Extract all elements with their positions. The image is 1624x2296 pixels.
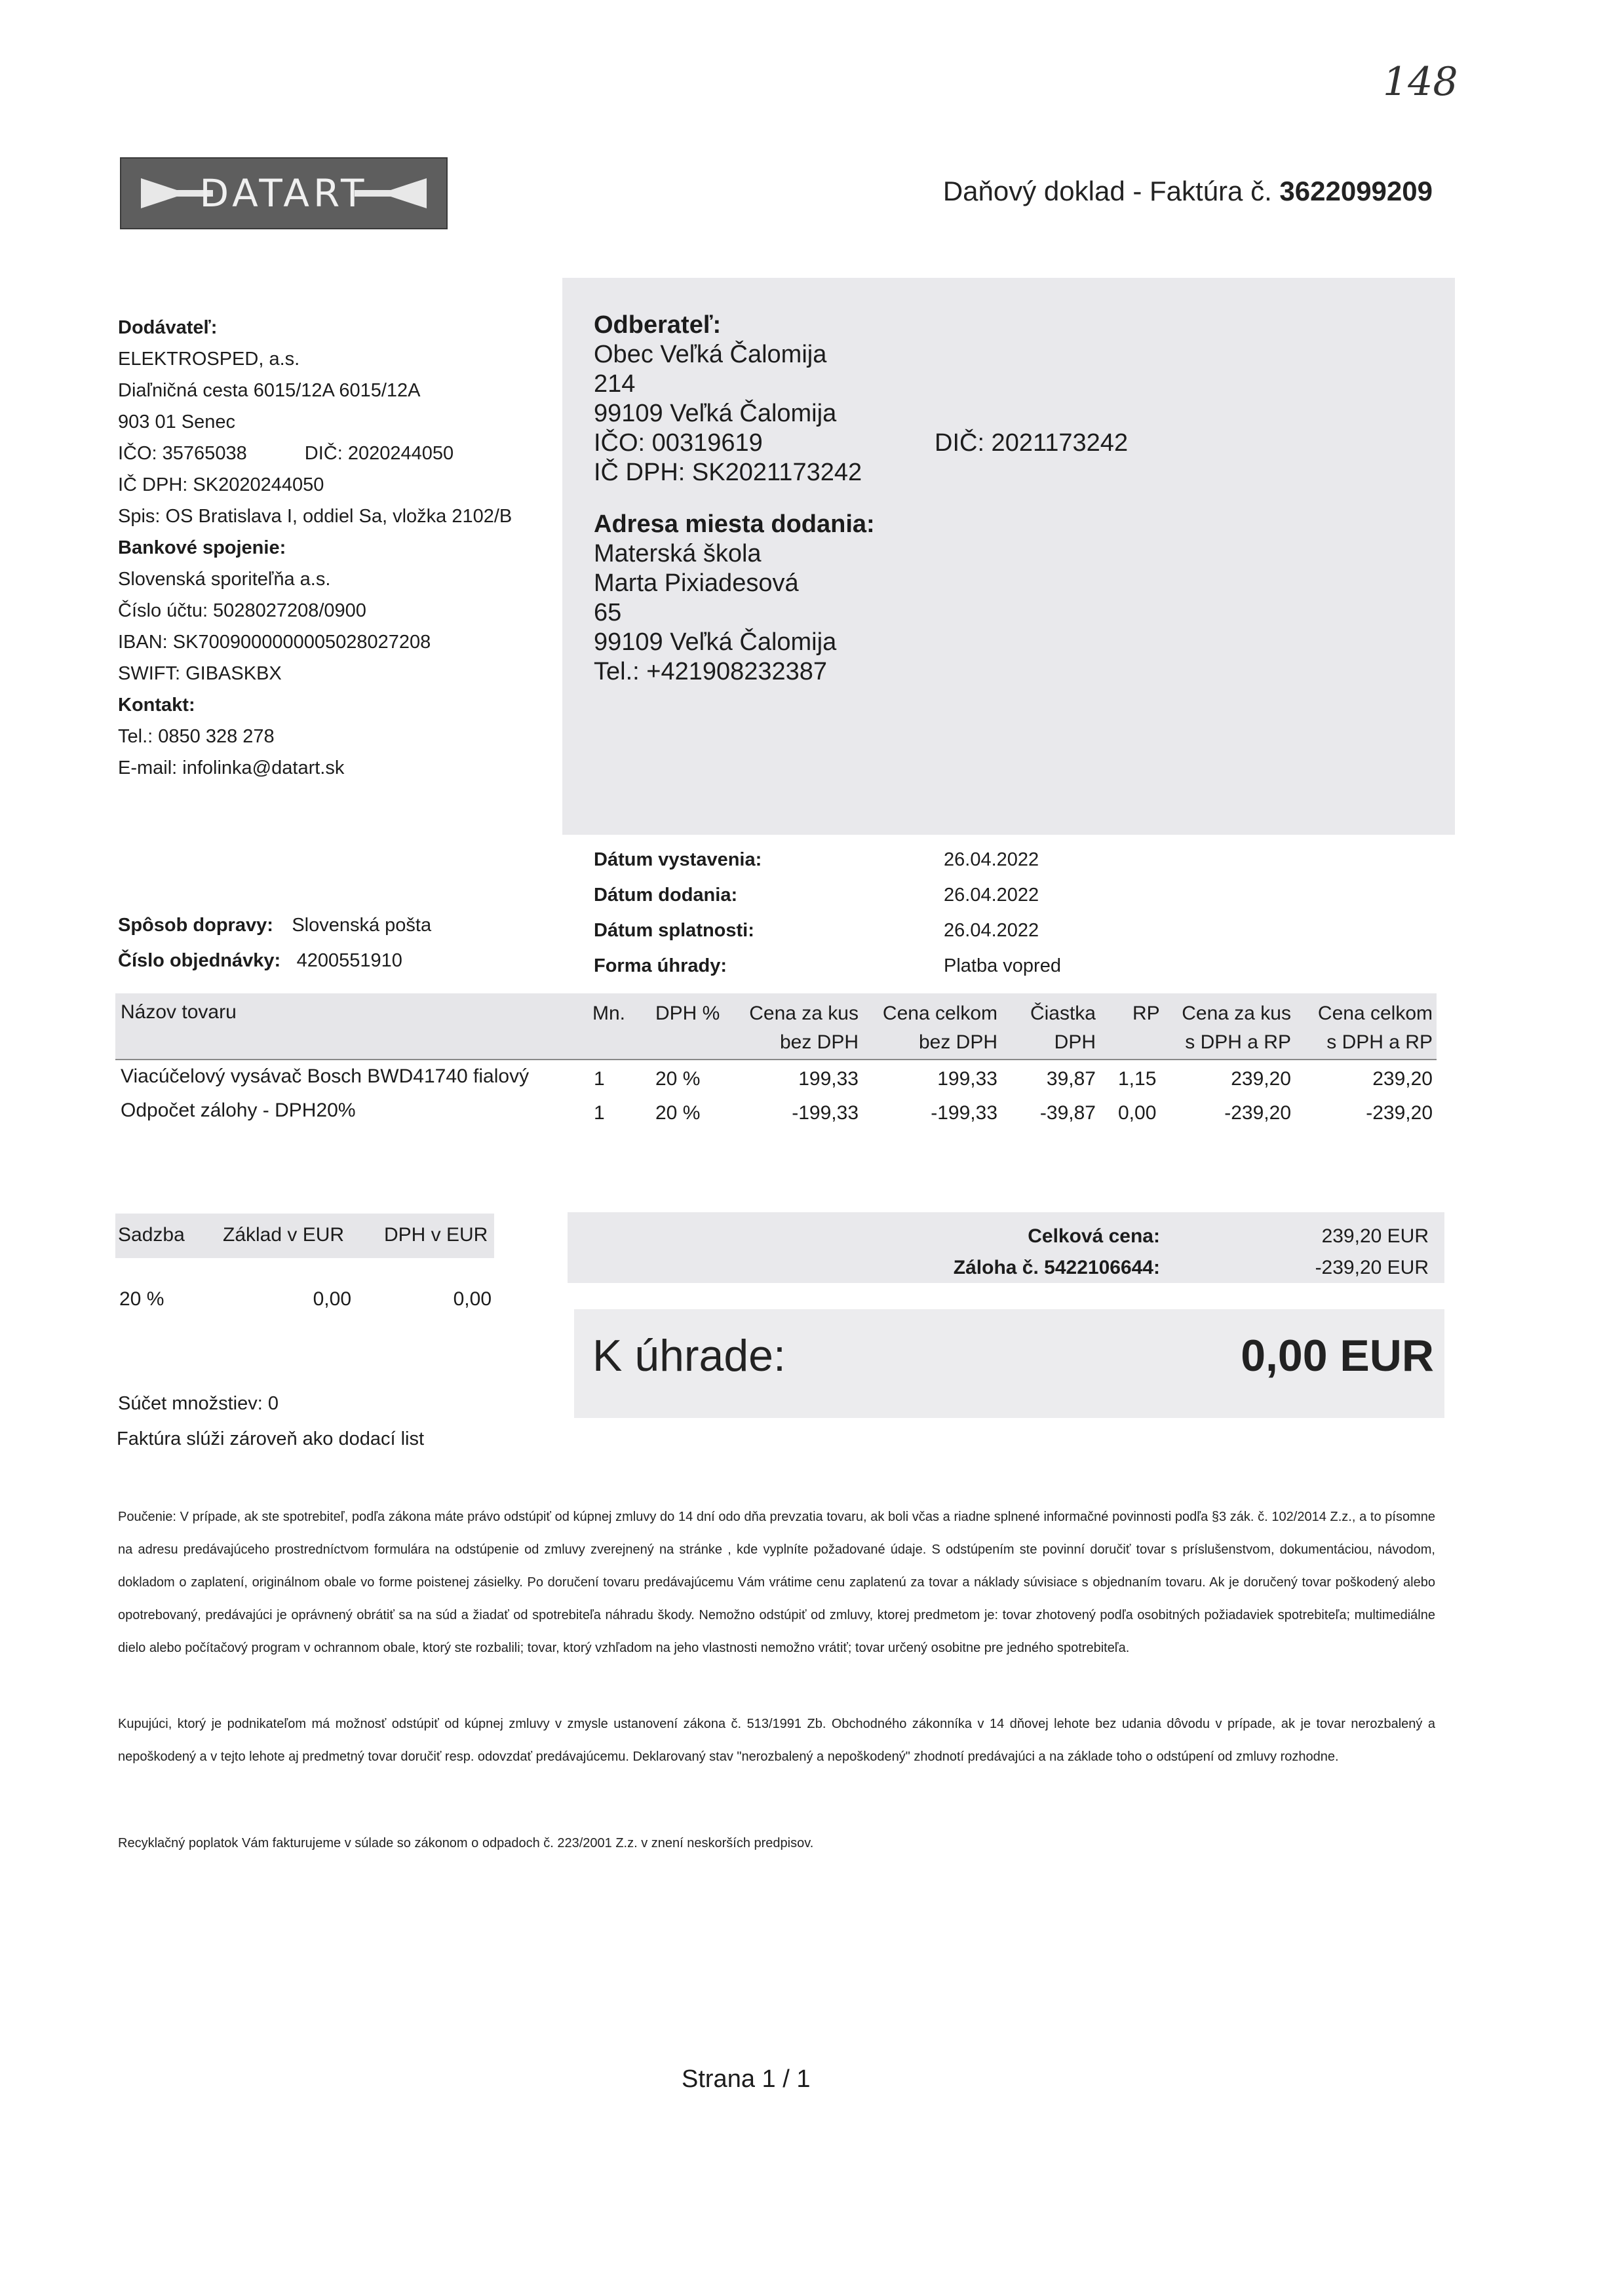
header-rp: RP (1132, 1003, 1160, 1024)
amount-due-label: K úhrade: (592, 1331, 786, 1381)
notice-text: Recyklačný poplatok Vám fakturujeme v súlade so zákonom o odpadoch č. 223/2001 Z.z. v znení neskorších predpisov. (118, 1836, 814, 1850)
date-label: Forma úhrady: (594, 955, 727, 976)
item-amount: 39,87 (1046, 1068, 1096, 1090)
delivery-line: Marta Pixiadesová (594, 569, 799, 597)
item-total: 199,33 (937, 1068, 997, 1090)
delivery-note: Faktúra slúži zároveň ako dodací list (117, 1428, 425, 1449)
supplier-ico: IČO: 35765038 (118, 443, 247, 464)
deposit-label: Záloha č. 5422106644: (953, 1257, 1160, 1278)
date-label: Dátum dodania: (594, 885, 738, 906)
header-unit-l1: Cena za kus (749, 1003, 859, 1024)
item-qty: 1 (594, 1068, 605, 1090)
datart-logo (120, 157, 448, 229)
item-rp: 1,15 (1118, 1068, 1157, 1090)
item-unitvat: -239,20 (1224, 1102, 1291, 1124)
date-label: Dátum splatnosti: (594, 920, 754, 941)
logo-text: DATART (199, 171, 368, 216)
header-unitvat-l1: Cena za kus (1182, 1003, 1291, 1024)
contact-heading: Kontakt: (118, 695, 195, 716)
buyer-line: 99109 Veľká Čalomija (594, 400, 837, 427)
header-totalvat-l1: Cena celkom (1317, 1003, 1433, 1024)
header-amount-l1: Čiastka (1030, 1003, 1096, 1024)
header-vat: DPH % (655, 1003, 720, 1024)
bank-line: Slovenská sporiteľňa a.s. (118, 569, 331, 590)
buyer-heading: Odberateľ: (594, 311, 722, 339)
bank-line: SWIFT: GIBASKBX (118, 663, 282, 684)
vat-row-vat: 0,00 (453, 1288, 492, 1310)
supplier-ids (118, 438, 570, 469)
delivery-line: 65 (594, 599, 622, 626)
supplier-register: Spis: OS Bratislava I, oddiel Sa, vložka 2102/B (118, 506, 512, 527)
item-amount: -39,87 (1039, 1102, 1096, 1124)
order-row (118, 950, 402, 972)
supplier-block (118, 312, 570, 784)
date-value: 26.04.2022 (944, 849, 1039, 870)
quantity-sum-text: Súčet množstiev: 0 (118, 1393, 279, 1414)
buyer-dic: DIČ: 2021173242 (935, 429, 1129, 457)
handwritten-page-note: 148 (1383, 59, 1458, 105)
item-vat: 20 % (655, 1102, 701, 1124)
header-name: Názov tovaru (121, 1001, 237, 1023)
notice-withdrawal-consumer (118, 1501, 1435, 1664)
buyer-block (594, 311, 1129, 687)
transport-label: Spôsob dopravy: (118, 915, 273, 936)
header-amount-l2: DPH (1054, 1031, 1096, 1053)
item-unit: 199,33 (798, 1068, 859, 1090)
supplier-line: ELEKTROSPED, a.s. (118, 349, 300, 370)
delivery-line: Materská škola (594, 540, 762, 567)
supplier-dic: DIČ: 2020244050 (304, 443, 454, 464)
transport-value: Slovenská pošta (292, 915, 432, 936)
header-unitvat (1167, 1003, 1291, 1054)
vat-row-rate: 20 % (119, 1288, 164, 1310)
bank-heading: Bankové spojenie: (118, 537, 286, 558)
buyer-ids (594, 429, 1129, 458)
delivery-line: 99109 Veľká Čalomija (594, 628, 837, 656)
page-number: Strana 1 / 1 (682, 2065, 811, 2093)
bank-line: Číslo účtu: 5028027208/0900 (118, 600, 366, 621)
supplier-heading: Dodávateľ: (118, 317, 218, 338)
buyer-line: Obec Veľká Čalomija (594, 341, 827, 368)
total-value: 239,20 EUR (1321, 1225, 1429, 1247)
item-qty: 1 (594, 1102, 605, 1124)
delivery-line: Tel.: +421908232387 (594, 658, 828, 685)
header-unitvat-l2: s DPH a RP (1185, 1031, 1291, 1053)
notice-recycling (118, 1827, 1435, 1860)
header-qty: Mn. (592, 1003, 626, 1024)
item-totalvat: -239,20 (1366, 1102, 1433, 1124)
header-total-l2: bez DPH (918, 1031, 997, 1053)
date-value: 26.04.2022 (944, 920, 1039, 941)
bank-line: IBAN: SK7009000000005028027208 (118, 632, 431, 653)
invoice-number: 3622099209 (1279, 176, 1433, 206)
vat-header-vat: DPH v EUR (384, 1224, 488, 1246)
header-unit (734, 1003, 859, 1054)
item-total: -199,33 (931, 1102, 997, 1124)
item-name: Odpočet zálohy - DPH20% (121, 1100, 356, 1121)
notice-text: Kupujúci, ktorý je podnikateľom má možnosť odstúpiť od kúpnej zmluvy v zmysle ustanovení zákona č. 513/1991 Zb. Obchodného zákonníka v 14 dňovej lehote bez udania dôvodu v prípade, ak je tovar nerozbalený a nepoškodený a v tejto lehote aj predmetný tovar doručiť resp. odovzdať predávajúcemu. Deklarovaný stav "nerozbalený a nepoškodený" zhodnotí predávajúci a na základe toho o odstúpení od zmluvy rozhodne. (118, 1717, 1435, 1764)
buyer-ico: IČO: 00319619 (594, 429, 763, 457)
items-header-line (115, 1059, 1437, 1060)
item-vat: 20 % (655, 1068, 701, 1090)
vat-header-rate: Sadzba (118, 1224, 185, 1246)
delivery-heading: Adresa miesta dodania: (594, 510, 875, 538)
order-label: Číslo objednávky: (118, 950, 281, 971)
notice-text: Poučenie: V prípade, ak ste spotrebiteľ, podľa zákona máte právo odstúpiť od kúpnej zmluvy do 14 dní odo dňa prevzatia tovaru, ak boli včas a riadne splnené informačné povinnosti podľa §3 zák. č. 102/2014 Z.z., a to písomne na adresu predávajúceho prostredníctvom formulára na odstúpenie od zmluvy zverejnený na stránke , kde vyplníte požadované údaje. S odstúpením ste povinní doručiť tovar s príslušenstvom, dokumentáciou, návodom, dokladom o zaplatení, originálnom obale vo forme poistenej zásielky. Po doručení tovaru predávajúcemu Vám vrátime cenu zaplatenú za tovar a náklady súvisiace s objednaním tovaru. Ak je doručený tovar poškodený alebo opotrebovaný, predávajúci je oprávnený obrátiť sa na súd a žiadať od spotrebiteľa náhradu škody. Nemožno odstúpiť od zmluvy, ktorej predmetom je: tovar zhotovený podľa osobitných požiadaviek spotrebiteľa; multimediálne dielo alebo počítačový program v ochrannom obale, ktorý ste rozbalili; tovar, ktorý vzhľadom na jeho vlastnosti nemožno vrátiť; tovar určený osobitne pre jedného spotrebiteľa. (118, 1510, 1435, 1655)
contact-line: E-mail: infolinka@datart.sk (118, 757, 345, 778)
item-rp: 0,00 (1118, 1102, 1157, 1124)
invoice-title (943, 176, 1433, 207)
buyer-line: 214 (594, 370, 636, 398)
header-amount (1009, 1003, 1096, 1054)
buyer-icdph: IČ DPH: SK2021173242 (594, 459, 862, 486)
item-unit: -199,33 (792, 1102, 859, 1124)
header-totalvat (1304, 1003, 1433, 1054)
header-unit-l2: bez DPH (779, 1031, 859, 1053)
quantity-sum (118, 1393, 279, 1415)
vat-header-base: Základ v EUR (223, 1224, 345, 1246)
supplier-line: Diaľničná cesta 6015/12A 6015/12A (118, 380, 421, 401)
total-label: Celková cena: (1028, 1225, 1160, 1247)
header-totalvat-l2: s DPH a RP (1326, 1031, 1433, 1053)
item-unitvat: 239,20 (1231, 1068, 1291, 1090)
supplier-line: 903 01 Senec (118, 411, 235, 432)
amount-due-value: 0,00 EUR (1241, 1331, 1434, 1381)
date-label: Dátum vystavenia: (594, 849, 762, 870)
date-value: Platba vopred (944, 955, 1061, 976)
notice-withdrawal-business (118, 1708, 1435, 1773)
deposit-value: -239,20 EUR (1315, 1257, 1429, 1278)
item-name: Viacúčelový vysávač Bosch BWD41740 fialový (121, 1065, 530, 1087)
contact-line: Tel.: 0850 328 278 (118, 726, 275, 747)
item-totalvat: 239,20 (1372, 1068, 1433, 1090)
date-value: 26.04.2022 (944, 885, 1039, 906)
vat-row-base: 0,00 (313, 1288, 351, 1310)
header-total-l1: Cena celkom (882, 1003, 997, 1024)
invoice-title-prefix: Daňový doklad - Faktúra č. (942, 176, 1272, 206)
transport-row (118, 915, 431, 936)
header-total (859, 1003, 997, 1054)
order-value: 4200551910 (296, 950, 402, 971)
supplier-icdph: IČ DPH: SK2020244050 (118, 474, 324, 495)
